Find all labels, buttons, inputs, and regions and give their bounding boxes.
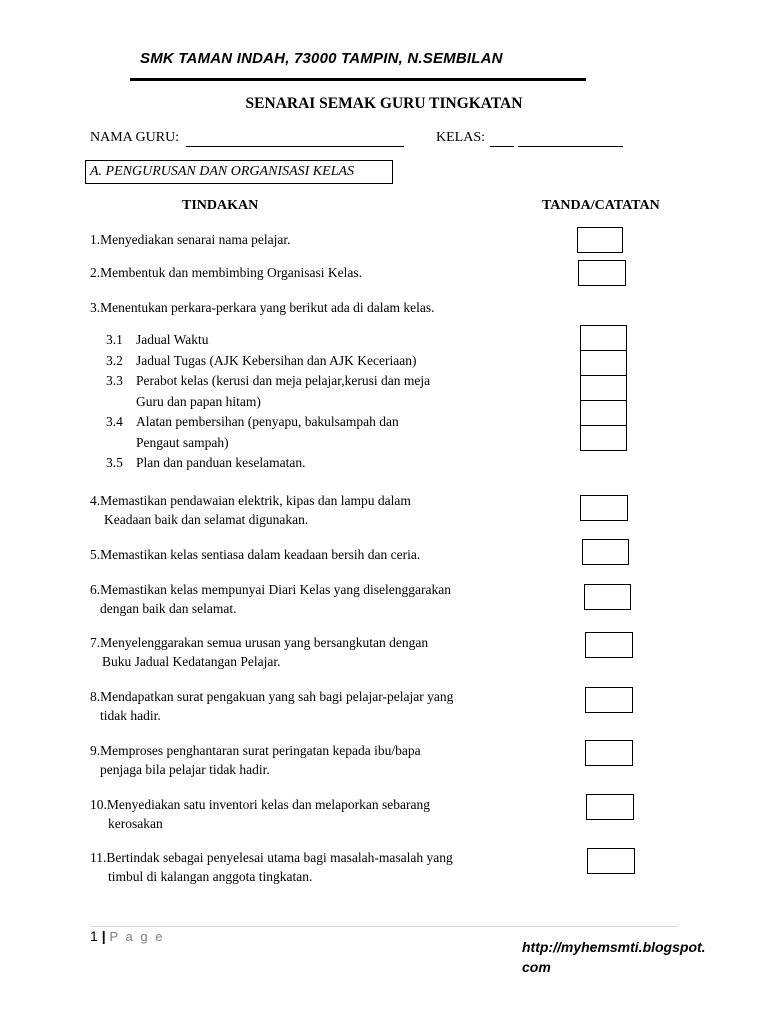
subitem-number: 3.3	[106, 373, 123, 388]
kelas-field[interactable]	[518, 146, 623, 147]
page-number	[90, 928, 164, 944]
subitem-number: 3.5	[106, 455, 123, 470]
subitem-number: 3.1	[106, 332, 123, 347]
item-line: 11.Bertindak sebagai penyelesai utama bagi masalah-masalah yang	[90, 850, 453, 865]
subitem-checkbox-stack	[580, 325, 627, 451]
subitem-number: 3.2	[106, 352, 123, 368]
blog-url[interactable]	[522, 937, 752, 977]
checklist-item-11	[90, 848, 453, 886]
checkbox-item-10[interactable]	[586, 794, 634, 820]
page-separator: |	[101, 928, 106, 944]
url-line-2: com	[522, 959, 551, 975]
checkbox-item-7[interactable]	[585, 632, 633, 658]
checklist-item-5: 5.Memastikan kelas sentiasa dalam keadaan bersih dan ceria.	[90, 547, 421, 562]
column-header-tindakan: TINDAKAN	[182, 198, 259, 213]
page-label: P a g e	[109, 929, 165, 944]
item-line: Buku Jadual Kedatangan Pelajar.	[102, 654, 281, 669]
subitem-3-4-cont	[106, 433, 506, 454]
page-number-value: 1	[90, 928, 98, 944]
checklist-item-1: 1.Menyediakan senarai nama pelajar.	[90, 232, 291, 247]
checkbox-subitem-3-2[interactable]	[580, 350, 627, 376]
subitem-label: Alatan pembersihan (penyapu, bakulsampah dan	[136, 414, 399, 429]
item-line: dengan baik dan selamat.	[100, 601, 237, 616]
subitem-label: Perabot kelas (kerusi dan meja pelajar,kerusi dan meja	[136, 373, 431, 388]
item-line: 4.Memastikan pendawaian elektrik, kipas dan lampu dalam	[90, 493, 411, 508]
url-line-1: http://myhemsmti.blogspot.	[522, 939, 706, 955]
checkbox-item-8[interactable]	[585, 687, 633, 713]
subitem-3-5	[106, 453, 506, 474]
checkbox-subitem-3-4[interactable]	[580, 400, 627, 426]
checklist-item-8	[90, 687, 453, 725]
column-header-tanda: TANDA/CATATAN	[542, 198, 660, 213]
item-line: timbul di kalangan anggota tingkatan.	[108, 869, 313, 884]
checkbox-item-9[interactable]	[585, 740, 633, 766]
item-line: 8.Mendapatkan surat pengakuan yang sah bagi pelajar-pelajar yang	[90, 689, 454, 704]
footer-rule	[90, 926, 678, 927]
subitem-label: Jadual Tugas (AJK Kebersihan dan AJK Keceriaan)	[136, 352, 417, 368]
subitem-label: Guru dan papan hitam)	[136, 393, 261, 409]
checkbox-subitem-3-1[interactable]	[580, 325, 627, 351]
checklist-item-7	[90, 633, 428, 671]
item-line: penjaga bila pelajar tidak hadir.	[100, 762, 270, 777]
item-line: kerosakan	[108, 816, 163, 831]
item-line: 10.Menyediakan satu inventori kelas dan melaporkan sebarang	[90, 797, 431, 812]
checkbox-item-5[interactable]	[582, 539, 629, 565]
school-name: SMK TAMAN INDAH, 73000 TAMPIN, N.SEMBILAN	[140, 50, 503, 67]
subitem-label: Plan dan panduan keselamatan.	[136, 455, 306, 470]
subitem-label: Jadual Waktu	[136, 332, 209, 347]
item-line: 6.Memastikan kelas mempunyai Diari Kelas yang diselenggarakan	[90, 582, 452, 597]
item-line: 7.Menyelenggarakan semua urusan yang bersangkutan dengan	[90, 635, 429, 650]
subitem-list	[106, 330, 506, 474]
checkbox-item-4[interactable]	[580, 495, 628, 521]
checklist-item-10	[90, 795, 430, 833]
checklist-item-9	[90, 741, 421, 779]
checkbox-item-1[interactable]	[577, 227, 623, 253]
checklist-item-6	[90, 580, 451, 618]
checkbox-item-2[interactable]	[578, 260, 626, 286]
checkbox-item-11[interactable]	[587, 848, 635, 874]
subitem-label: Pengaut sampah)	[136, 434, 229, 450]
item-line: Keadaan baik dan selamat digunakan.	[104, 512, 309, 527]
nama-guru-field[interactable]	[186, 146, 404, 147]
subitem-3-3-cont	[106, 392, 506, 413]
checklist-item-3: 3.Menentukan perkara-perkara yang berikut ada di dalam kelas.	[90, 300, 435, 315]
item-line: tidak hadir.	[100, 708, 161, 723]
checkbox-subitem-3-5[interactable]	[580, 425, 627, 451]
kelas-field-short[interactable]	[490, 146, 514, 147]
subitem-3-4	[106, 412, 506, 433]
nama-guru-label: NAMA GURU:	[90, 130, 180, 145]
checklist-item-2: 2.Membentuk dan membimbing Organisasi Kelas.	[90, 265, 362, 280]
kelas-label: KELAS:	[436, 130, 485, 145]
checkbox-subitem-3-3[interactable]	[580, 375, 627, 401]
header-rule	[130, 78, 586, 81]
subitem-number: 3.4	[106, 414, 123, 429]
checkbox-item-6[interactable]	[584, 584, 631, 610]
item-line: 9.Memproses penghantaran surat peringatan kepada ibu/bapa	[90, 743, 421, 758]
subitem-3-1	[106, 330, 506, 351]
document-title: SENARAI SEMAK GURU TINGKATAN	[245, 95, 523, 112]
section-title: A. PENGURUSAN DAN ORGANISASI KELAS	[85, 160, 393, 184]
subitem-3-2	[106, 351, 506, 372]
checklist-item-4	[90, 491, 411, 529]
subitem-3-3	[106, 371, 506, 392]
